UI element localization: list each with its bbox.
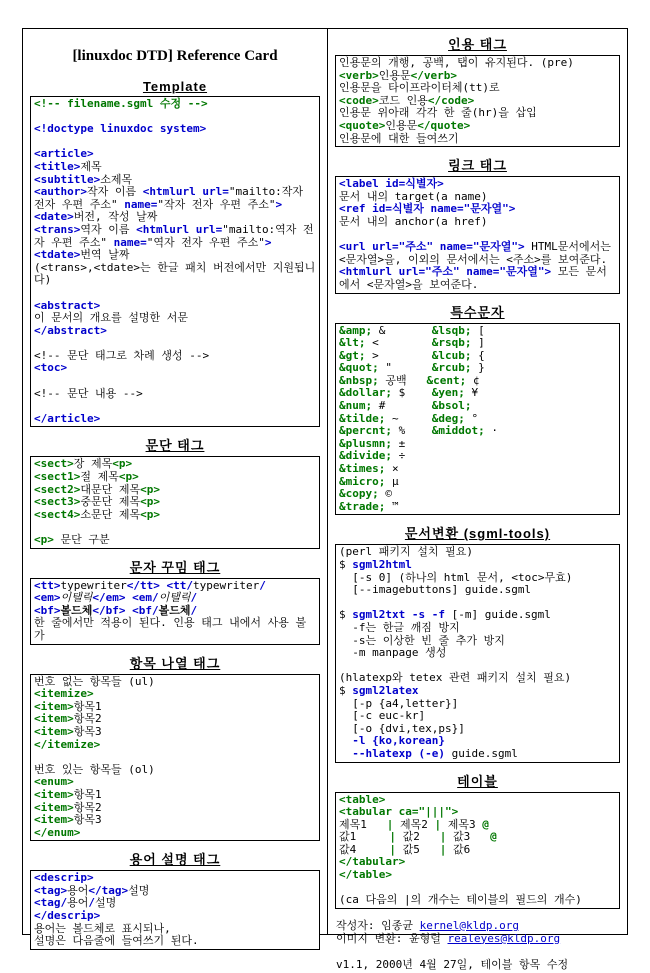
section-heading-quote-tags: 인용 태그: [448, 37, 507, 52]
code-segment: -f는 한글 깨짐 방지: [339, 620, 460, 634]
code-segment: guide.sgml: [444, 746, 518, 760]
page-frame: [22, 28, 628, 971]
code-segment: 모든 문서에서 <문자열>을 보여준다.: [339, 265, 607, 291]
code-segment: 설명은 다음줄에 들여쓰기 된다.: [34, 934, 199, 948]
code-segment: <tag/: [34, 896, 68, 910]
code-segment: $: [339, 608, 353, 622]
code-segment: 용어: [67, 883, 89, 897]
code-line: [34, 935, 316, 948]
code-line: [336, 919, 619, 932]
code-segment: |: [386, 817, 400, 831]
code-segment: </quote>: [417, 118, 471, 132]
code-segment: 항목3: [73, 724, 102, 738]
code-segment: 이미지 변환: 윤형렬: [336, 931, 448, 945]
code-segment: typewriter: [60, 578, 127, 592]
code-segment: >: [365, 348, 432, 362]
code-segment: <descrip>: [34, 871, 94, 885]
code-segment: <url url="주소" name="문자열">: [339, 240, 525, 254]
code-segment: <code>: [339, 93, 379, 107]
code-segment: [-m] guide.sgml: [444, 608, 551, 622]
code-segment: 공백: [378, 373, 427, 387]
code-segment: </tabular>: [339, 855, 406, 869]
code-segment: sgml2txt -s -f: [352, 608, 445, 622]
code-segment: 값2: [402, 830, 440, 844]
code-segment: <htmlurl url=: [142, 185, 229, 199]
code-segment: 소제목: [100, 172, 133, 186]
code-segment: /: [190, 603, 198, 617]
code-segment: 항목1: [73, 787, 102, 801]
code-segment: 볼드체: [60, 603, 93, 617]
code-segment: $: [339, 683, 353, 697]
code-segment: <tabular ca="|||">: [339, 805, 459, 819]
section-heading-table-tags: 테이블: [457, 773, 498, 789]
code-segment: <subtitle>: [34, 172, 101, 186]
code-segment: <verb>: [339, 68, 379, 82]
code-line: [34, 362, 316, 375]
code-segment: sgml2html: [352, 558, 412, 571]
code-segment: &gt;: [339, 348, 366, 362]
code-segment: <!doctype linuxdoc system>: [34, 122, 207, 136]
code-segment: <article>: [34, 147, 94, 161]
code-segment: &divide;: [339, 449, 392, 463]
code-segment: "mailto:작자 전자 우편 주소": [34, 185, 310, 211]
code-segment: |: [389, 842, 403, 856]
code-line: [34, 123, 316, 136]
code-segment: /: [259, 578, 266, 592]
code-segment: &nbsp;: [339, 373, 379, 387]
code-line: [34, 739, 316, 752]
code-line: [34, 325, 316, 338]
code-segment: /: [190, 591, 198, 605]
code-segment: 코드 인용: [378, 93, 428, 107]
code-segment: |: [439, 830, 453, 844]
paragraph-tags-box: [30, 456, 320, 548]
code-line: [339, 894, 616, 907]
code-segment: 용어: [67, 896, 89, 910]
code-segment: 값6: [453, 842, 471, 856]
code-segment: <date>: [34, 210, 74, 224]
code-segment: ±: [391, 436, 406, 450]
document-conversion-box: [335, 544, 620, 762]
code-segment: |: [439, 842, 453, 856]
code-segment: 항목2: [73, 800, 102, 814]
code-line: [339, 241, 616, 266]
code-line: [336, 932, 619, 945]
code-segment: >: [275, 197, 283, 211]
code-segment: <em>: [34, 591, 61, 605]
code-segment: <em/: [132, 591, 159, 605]
code-segment: @: [490, 830, 497, 844]
code-line: [34, 262, 316, 287]
code-segment: <p>: [140, 482, 160, 496]
code-segment: <!-- filename.sgml 수정 -->: [34, 97, 208, 110]
term-description-tags-box: [30, 870, 320, 950]
code-line: [339, 869, 616, 882]
code-segment: &middot;: [431, 424, 485, 438]
code-segment: ·: [484, 424, 498, 438]
code-segment: <item>: [34, 724, 74, 738]
code-segment: ~: [385, 411, 432, 425]
code-segment: 문서 내의 target(a name): [339, 189, 488, 203]
code-segment: 이탤릭: [60, 591, 93, 605]
code-segment: <sect4>: [34, 507, 81, 521]
code-segment: </bf>: [92, 603, 126, 617]
code-segment: 볼드체: [158, 603, 191, 617]
char-decoration-tags-box: [30, 578, 320, 645]
code-segment: "작자 전자 우편 주소": [157, 197, 276, 211]
code-segment: &rsqb;: [431, 336, 472, 350]
code-segment: &num;: [339, 399, 373, 413]
code-segment: 중문단 제목: [80, 495, 141, 509]
code-segment: [-c euc-kr]: [339, 709, 426, 723]
code-segment: <itemize>: [34, 687, 94, 701]
code-line: [34, 534, 316, 547]
code-segment: v1.1, 2000년 4월 27일, 테이블 항목 수정: [336, 957, 569, 971]
code-segment: 설명: [128, 883, 150, 897]
code-line: [339, 748, 616, 761]
credits-box: [335, 917, 620, 973]
section-heading-term-description-tags: 용어 설명 태그: [129, 852, 221, 868]
code-line: [339, 216, 616, 229]
code-segment: <!-- 문단 내용 -->: [34, 386, 143, 400]
code-segment: &times;: [339, 462, 386, 476]
code-segment: [339, 734, 352, 747]
email-link[interactable]: kernel@kldp.org: [419, 918, 519, 932]
code-line: [339, 133, 616, 146]
code-line: [34, 827, 316, 840]
code-segment: 값5: [402, 842, 440, 856]
code-segment: <tdate>: [34, 248, 81, 262]
code-segment: <tt/: [166, 578, 193, 592]
code-segment: /: [88, 896, 96, 910]
link-tags-box: [335, 176, 620, 293]
code-line: [339, 501, 616, 514]
code-segment: ": [378, 361, 432, 375]
code-segment: %: [391, 424, 432, 438]
code-line: [339, 647, 616, 660]
code-segment: 역자 이름: [80, 222, 137, 236]
code-segment: 장 제목: [73, 457, 113, 471]
section-heading-special-characters: 특수문자: [450, 304, 505, 320]
code-segment: </table>: [339, 868, 392, 882]
table-tags-box: [335, 792, 620, 909]
code-segment: --hlatexp (-e): [352, 746, 445, 760]
code-segment: <enum>: [34, 775, 74, 789]
section-heading-paragraph-tags: 문단 태그: [145, 438, 205, 454]
special-characters-box: [335, 323, 620, 516]
code-segment: 제목2: [400, 817, 435, 831]
code-line: [336, 945, 619, 958]
code-segment: (hlatexp와 tetex 관련 패키지 설치 필요): [339, 671, 572, 685]
code-segment: <htmlurl url=: [136, 222, 223, 236]
code-segment: 인용문을 타이프라이터체(tt)로: [339, 81, 500, 95]
section-heading-link-tags: 링크 태그: [448, 158, 507, 174]
code-segment: |: [389, 830, 403, 844]
code-segment: <item>: [34, 800, 74, 814]
right-column: [328, 29, 627, 971]
code-segment: <tag>: [34, 883, 68, 897]
code-segment: <item>: [34, 712, 74, 726]
code-segment: <htmlurl url="주소" name="문자열">: [339, 265, 552, 279]
code-segment: &cent;: [426, 373, 467, 387]
code-segment: </em>: [92, 591, 126, 605]
code-segment: <: [365, 336, 432, 350]
code-segment: <sect2>: [34, 482, 81, 496]
code-segment: </tt>: [126, 578, 160, 592]
code-segment: name=: [107, 235, 147, 249]
code-segment: -m manpage 생성: [339, 646, 447, 660]
code-segment: ÷: [391, 449, 406, 463]
code-segment: 설명: [95, 896, 117, 910]
code-segment: 문단 구분: [53, 533, 110, 546]
code-segment: 값4: [339, 842, 390, 856]
code-line: [34, 98, 316, 111]
code-segment: &lt;: [339, 336, 366, 350]
code-segment: 번호 있는 항목들 (ol): [34, 762, 155, 776]
code-segment: 값1: [339, 830, 390, 844]
code-segment: <item>: [34, 813, 74, 827]
code-segment: <tt>: [34, 578, 61, 592]
code-segment: "mailto:역자 전자 우편 주소": [34, 222, 314, 249]
code-segment: $: [391, 386, 432, 400]
code-line: [34, 764, 316, 777]
code-segment: °: [464, 411, 479, 425]
code-segment: ™: [385, 499, 399, 513]
code-segment: <toc>: [34, 361, 68, 375]
code-segment: <bf/: [132, 603, 159, 617]
code-segment: &deg;: [431, 411, 465, 425]
code-segment: "역자 전자 우편 주소": [146, 235, 265, 249]
code-segment: 한 줄에서만 적용이 된다. 인용 태그 내에서 사용 불가: [34, 616, 307, 642]
code-segment: ¥: [464, 386, 479, 400]
code-segment: </verb>: [410, 68, 457, 82]
code-segment: <sect3>: [34, 495, 81, 509]
code-segment: {: [471, 348, 485, 362]
code-segment: typewriter: [192, 578, 260, 592]
code-segment: </enum>: [34, 825, 81, 839]
code-segment: 작자 이름: [86, 185, 143, 199]
code-segment: 항목2: [73, 712, 102, 726]
code-segment: (<trans>,<tdate>는 한글 패치 버전에서만 지원됩니다): [34, 260, 316, 287]
code-segment: [-o {dvi,tex,ps}]: [339, 721, 465, 735]
code-segment: <author>: [34, 185, 87, 199]
code-segment: &micro;: [339, 474, 386, 488]
code-segment: </article>: [34, 411, 101, 425]
code-segment: (ca 다음의 |의 개수는 테이블의 필드의 개수): [339, 893, 582, 907]
code-segment: [: [471, 323, 485, 337]
code-segment: &percnt;: [339, 424, 392, 438]
code-segment: <title>: [34, 159, 81, 173]
code-segment: 이탤릭: [158, 591, 191, 605]
code-segment: 항목3: [73, 813, 102, 827]
code-segment: 용어는 볼드체로 표시되나,: [34, 921, 171, 935]
section-heading-template: Template: [142, 79, 208, 94]
code-segment: <p>: [118, 470, 139, 484]
code-segment: <item>: [34, 787, 74, 801]
code-segment: <p>: [34, 533, 54, 546]
code-segment: HTML문서에서는 <문자열>을, 이외의 문서에서는 <주소>를 보여준다.: [339, 240, 618, 266]
section-heading-list-tags: 항목 나열 태그: [129, 655, 221, 671]
section-heading-char-decoration-tags: 문자 꾸밈 태그: [129, 559, 221, 575]
code-segment: </itemize>: [34, 737, 101, 751]
code-line: [34, 509, 316, 522]
code-segment: -l {ko,korean}: [352, 734, 445, 748]
code-segment: <quote>: [339, 118, 386, 132]
code-segment: 버전, 작성 날짜: [73, 210, 158, 224]
code-segment: <sect1>: [34, 470, 81, 484]
code-line: [339, 266, 616, 291]
code-segment: 인용문: [385, 118, 418, 132]
page-title: [linuxdoc DTD] Reference Card: [72, 48, 278, 64]
code-segment: 소문단 제목: [80, 507, 141, 521]
code-segment: &rcub;: [431, 361, 472, 375]
list-tags-box: [30, 674, 320, 842]
code-line: [34, 617, 316, 642]
code-segment: $: [339, 558, 353, 571]
code-segment: 작성자: 임종균: [336, 918, 420, 932]
code-segment: <!-- 문단 태그로 차례 생성 -->: [34, 348, 210, 362]
code-segment: &quot;: [339, 361, 379, 375]
code-segment: -s는 이상한 빈 줄 추가 방지: [339, 633, 505, 647]
code-segment: <p>: [140, 507, 160, 521]
code-segment: 제목: [80, 159, 102, 173]
code-segment: &amp;: [339, 323, 373, 337]
code-segment: </abstract>: [34, 323, 107, 337]
code-segment: <item>: [34, 699, 74, 713]
code-segment: name=: [117, 197, 158, 211]
code-segment: &plusmn;: [339, 436, 392, 450]
code-segment: </code>: [427, 93, 475, 107]
code-segment: 값3: [453, 830, 491, 844]
code-segment: [-p {a4,letter}]: [339, 696, 459, 710]
code-segment: &lsqb;: [431, 323, 472, 337]
code-segment: <p>: [140, 495, 160, 509]
code-segment: 제목1: [339, 817, 387, 831]
quote-tags-box: [335, 55, 620, 147]
left-column: [23, 29, 328, 948]
code-segment: <ref id=식별자 name="문자열">: [339, 202, 516, 216]
code-segment: <bf>: [34, 603, 61, 617]
code-segment: <table>: [339, 792, 386, 806]
code-segment: 번역 날짜: [80, 248, 130, 262]
code-segment: @: [482, 817, 489, 831]
code-segment: 이 문서의 개요를 설명한 서문: [34, 311, 189, 325]
code-segment: &bsol;: [431, 399, 472, 413]
email-link[interactable]: realeyes@kldp.org: [447, 931, 561, 945]
code-segment: <label id=식별자>: [339, 177, 444, 191]
code-line: [34, 388, 316, 401]
code-segment: </descrip>: [34, 909, 101, 923]
code-segment: 절 제목: [80, 470, 119, 484]
code-segment: &tilde;: [339, 411, 386, 425]
code-segment: 인용문의 개행, 공백, 탭이 유지된다. (pre): [339, 56, 574, 69]
code-segment: µ: [385, 474, 399, 488]
code-segment: &trade;: [339, 499, 386, 513]
code-segment: 인용문에 대한 들여쓰기: [339, 131, 459, 145]
code-line: [34, 186, 316, 211]
code-segment: &yen;: [431, 386, 465, 400]
code-segment: </tag>: [88, 883, 129, 897]
code-segment: &dollar;: [339, 386, 392, 400]
code-segment: <trans>: [34, 222, 81, 236]
code-segment: &copy;: [339, 487, 379, 501]
section-heading-document-conversion: 문서변환 (sgml-tools): [404, 526, 551, 542]
code-segment: &: [372, 323, 432, 337]
code-segment: }: [471, 361, 485, 375]
code-segment: sgml2latex: [352, 683, 419, 697]
code-segment: [339, 747, 352, 760]
code-segment: &lcub;: [431, 348, 472, 362]
code-segment: (perl 패키지 설치 필요): [339, 545, 473, 559]
code-segment: 번호 없는 항목들 (ul): [34, 674, 155, 688]
code-line: [339, 584, 616, 597]
code-segment: 인용문: [378, 68, 411, 82]
code-segment: ×: [385, 462, 399, 476]
code-segment: 항목1: [73, 699, 102, 713]
code-segment: |: [434, 817, 448, 831]
code-segment: <abstract>: [34, 298, 101, 312]
template-box: [30, 96, 320, 427]
code-segment: 문서 내의 anchor(a href): [339, 214, 488, 228]
code-segment: [--imagebuttons] guide.sgml: [339, 583, 532, 597]
code-segment: [-s 0] (하나의 html 문서, <toc>무효): [339, 570, 573, 584]
code-line: [34, 224, 316, 249]
code-segment: ]: [471, 336, 485, 350]
code-segment: 대문단 제목: [80, 482, 141, 496]
code-segment: <sect>: [34, 457, 74, 471]
code-segment: #: [372, 399, 432, 413]
code-line: [34, 350, 316, 363]
code-segment: ©: [378, 487, 392, 501]
code-segment: >: [264, 235, 272, 249]
code-line: [336, 958, 619, 971]
code-line: [34, 413, 316, 426]
code-segment: <p>: [112, 457, 133, 471]
code-segment: 제목3: [447, 817, 483, 831]
code-segment: 인용문 위아래 각각 한 줄(hr)을 삽입: [339, 106, 537, 120]
code-segment: ¢: [466, 373, 480, 387]
